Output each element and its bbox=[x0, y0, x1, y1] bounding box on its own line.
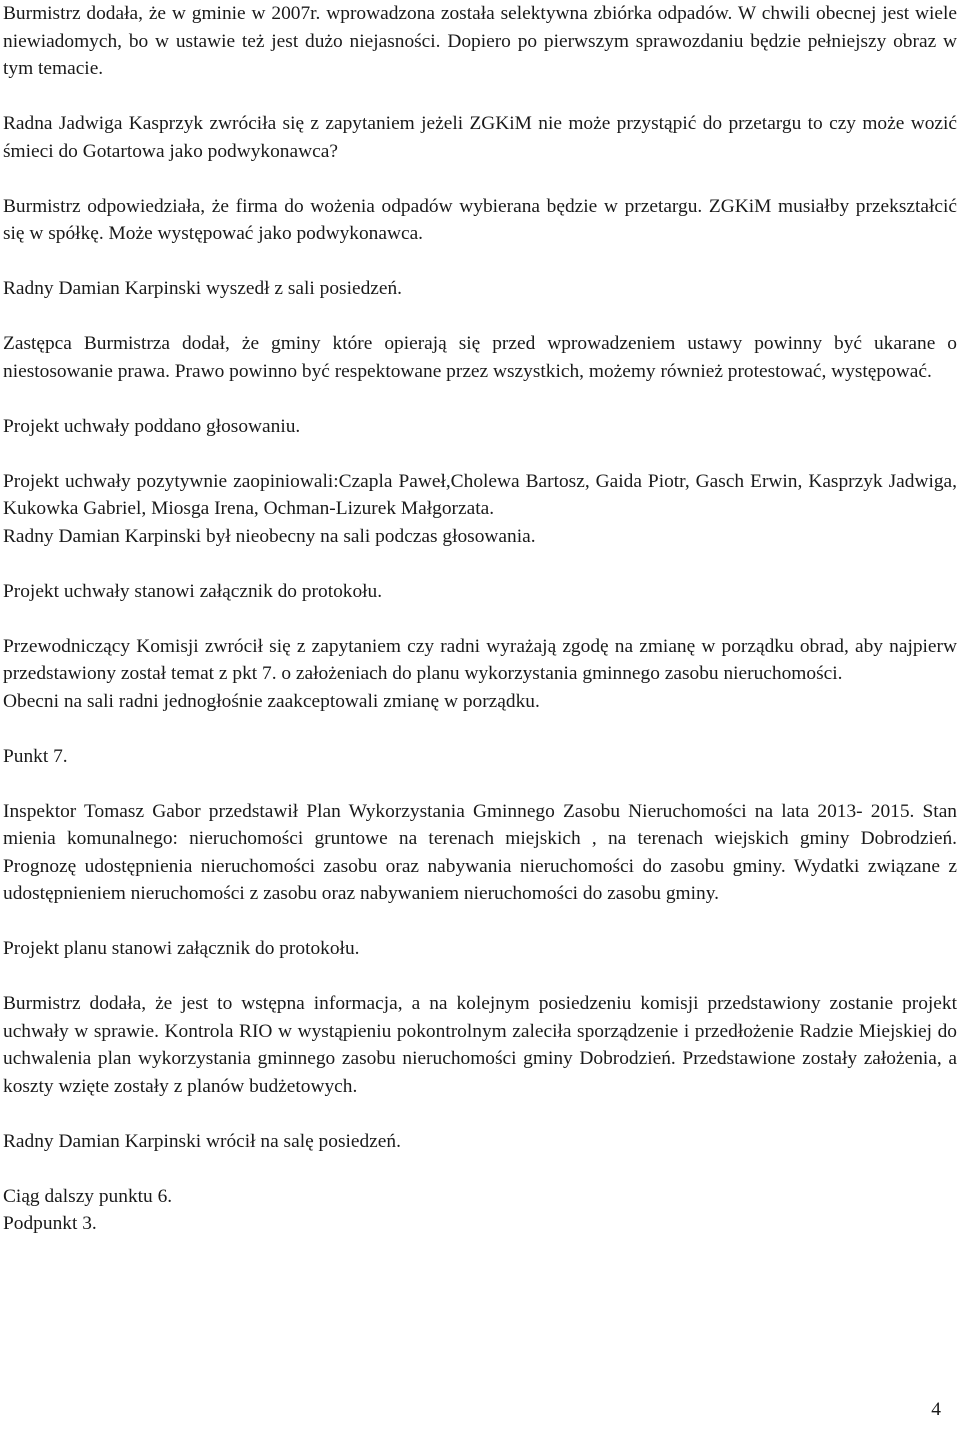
paragraph-vote-result: Projekt uchwały pozytywnie zaopiniowali:Czapla Paweł,Cholewa Bartosz, Gaida Piotr, Gasch Erwin, Kasprzyk Jadwiga, Kukowka Gabriel, Miosga Irena, Ochman-Lizurek Małgorzata. bbox=[3, 470, 957, 519]
paragraph-kasprzyk-question: Radna Jadwiga Kasprzyk zwróciła się z zapytaniem jeżeli ZGKiM nie może przystąpić do przetargu to czy może wozić śmieci do Gotartowa jako podwykonawca? bbox=[3, 113, 957, 162]
paragraph-attachment-resolution: Projekt uchwały stanowi załącznik do protokołu. bbox=[3, 580, 383, 602]
paragraph-karpinski-absent: Radny Damian Karpinski był nieobecny na sali podczas głosowania. bbox=[3, 525, 536, 547]
paragraph-mayor-preliminary-info: Burmistrz dodała, że jest to wstępna informacja, a na kolejnym posiedzeniu komisji przedstawiony zostanie projekt uchwały w sprawie. Kontrola RIO w wystąpieniu pokontrolnym zaleciła sporządzenie i przedłożenie Radzie Miejskiej do uchwalenia plan wykorzystania gminnego zasobu nieruchomości gminy Dobrodzień. Przedstawione zostały założenia, a koszty wzięte zostały z planów budżetowych. bbox=[3, 993, 957, 1097]
heading-point-7: Punkt 7. bbox=[3, 745, 68, 767]
paragraph-attachment-plan: Projekt planu stanowi załącznik do protokołu. bbox=[3, 938, 360, 959]
paragraph-subpoint-3: Podpunkt 3. bbox=[3, 1213, 97, 1234]
paragraph-vote-called: Projekt uchwały poddano głosowaniu. bbox=[3, 415, 301, 437]
paragraph-karpinski-returned: Radny Damian Karpinski wrócił na salę posiedzeń. bbox=[3, 1130, 401, 1152]
paragraph-agenda-change-accepted: Obecni na sali radni jednogłośnie zaakceptowali zmianę w porządku. bbox=[3, 690, 540, 712]
paragraph-waste-collection: Burmistrz dodała, że w gminie w 2007r. wprowadzona została selektywna zbiórka odpadów. W chwili obecnej jest wiele niewiadomych, bo w ustawie też jest dużo niejasności. Dopiero po pierwszym sprawozdaniu będzie pełniejszy obraz w tym temacie. bbox=[3, 3, 957, 79]
document-page bbox=[3, 0, 957, 1238]
paragraph-continuation-point-6: Ciąg dalszy punktu 6. bbox=[3, 1185, 173, 1207]
paragraph-agenda-change-question: Przewodniczący Komisji zwrócił się z zapytaniem czy radni wyrażają zgodę na zmianę w porządku obrad, aby najpierw przedstawiony został temat z pkt 7. o założeniach do planu wykorzystania gminnego zasobu nieruchomości. bbox=[3, 635, 957, 684]
paragraph-deputy-mayor: Zastępca Burmistrza dodał, że gminy które opierają się przed wprowadzeniem ustawy powinny być ukarane o niestosowanie prawa. Prawo powinno być respektowane przez wszystkich, możemy również protestować, występować. bbox=[3, 333, 957, 382]
paragraph-inspector-plan: Inspektor Tomasz Gabor przedstawił Plan Wykorzystania Gminnego Zasobu Nieruchomości na lata 2013- 2015. Stan mienia komunalnego: nieruchomości gruntowe na terenach miejskich , na terenach wiejskich gminy Dobrodzień. Prognozę udostępnienia nieruchomości zasobu oraz nabywania nieruchomości do zasobu gminy. Wydatki związane z udostępnieniem nieruchomości z zasobu oraz nabywaniem nieruchomości do zasobu gminy. bbox=[3, 800, 957, 904]
paragraph-mayor-answer: Burmistrz odpowiedziała, że firma do wożenia odpadów wybierana będzie w przetargu. ZGKiM musiałby przekształcić się w spółkę. Może występować jako podwykonawca. bbox=[3, 195, 957, 244]
paragraph-karpinski-left: Radny Damian Karpinski wyszedł z sali posiedzeń. bbox=[3, 278, 403, 299]
page-number: 4 bbox=[931, 1399, 941, 1420]
